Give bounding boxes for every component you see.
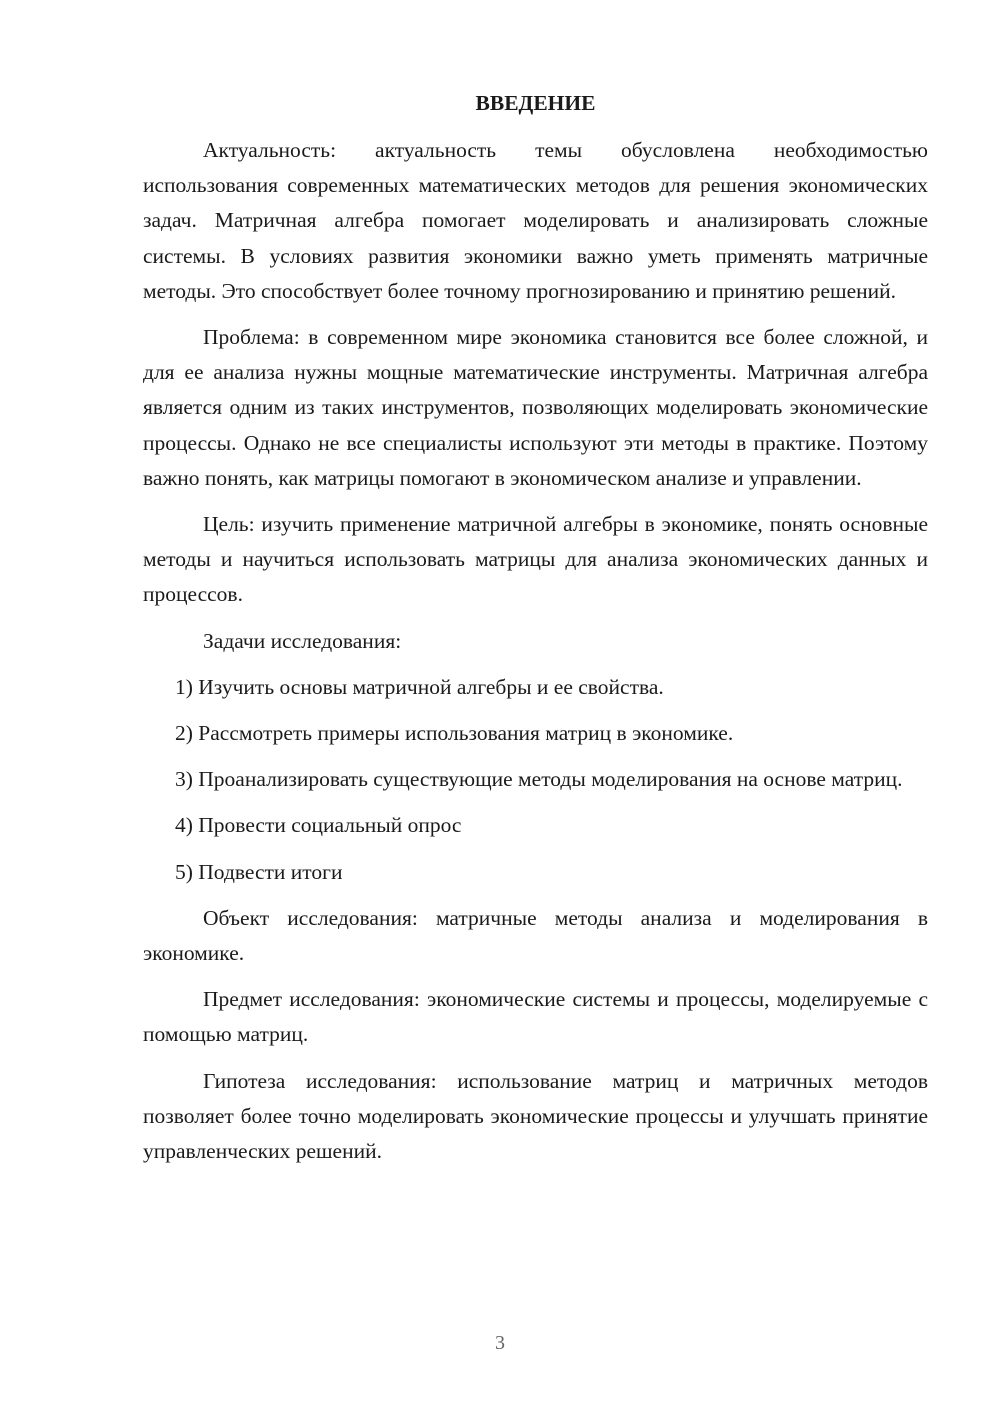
section-heading: ВВЕДЕНИЕ xyxy=(475,91,596,115)
task-item: 2) Рассмотреть примеры использования матриц в экономике. xyxy=(175,721,734,746)
page-content xyxy=(143,86,928,1180)
tasks-heading: Задачи исследования: xyxy=(203,628,402,653)
task-item: 1) Изучить основы матричной алгебры и ее свойства. xyxy=(175,674,664,699)
paragraph-relevance: Актуальность: актуальность темы обусловлена необходимостью использования современных математических методов для решения экономических задач. Матричная алгебра помогает моделировать и анализировать сложные системы. В условиях развития экономики важно уметь применять матричные методы. Это способствует более точному прогнозированию и принятию решений. xyxy=(143,138,928,303)
paragraph-subject: Предмет исследования: экономические системы и процессы, моделируемые с помощью матриц. xyxy=(143,987,928,1047)
paragraph-goal: Цель: изучить применение матричной алгебры в экономике, понять основные методы и научиться использовать матрицы для анализа экономических данных и процессов. xyxy=(143,512,928,607)
paragraph-problem: Проблема: в современном мире экономика становится все более сложной, и для ее анализа нужны мощные математические инструменты. Матричная алгебра является одним из таких инструментов, позволяющих моделировать экономические процессы. Однако не все специалисты используют эти методы в практике. Поэтому важно понять, как матрицы помогают в экономическом анализе и управлении. xyxy=(143,325,928,490)
paragraph-object: Объект исследования: матричные методы анализа и моделирования в экономике. xyxy=(143,905,928,966)
task-item: 5) Подвести итоги xyxy=(175,859,343,884)
page-number: 3 xyxy=(495,1332,505,1354)
task-item: 3) Проанализировать существующие методы моделирования на основе матриц. xyxy=(175,767,903,792)
paragraph-hypothesis: Гипотеза исследования: использование матриц и матричных методов позволяет более точно моделировать экономические процессы и улучшать принятие управленческих решений. xyxy=(143,1068,928,1164)
task-item: 4) Провести социальный опрос xyxy=(175,813,462,838)
